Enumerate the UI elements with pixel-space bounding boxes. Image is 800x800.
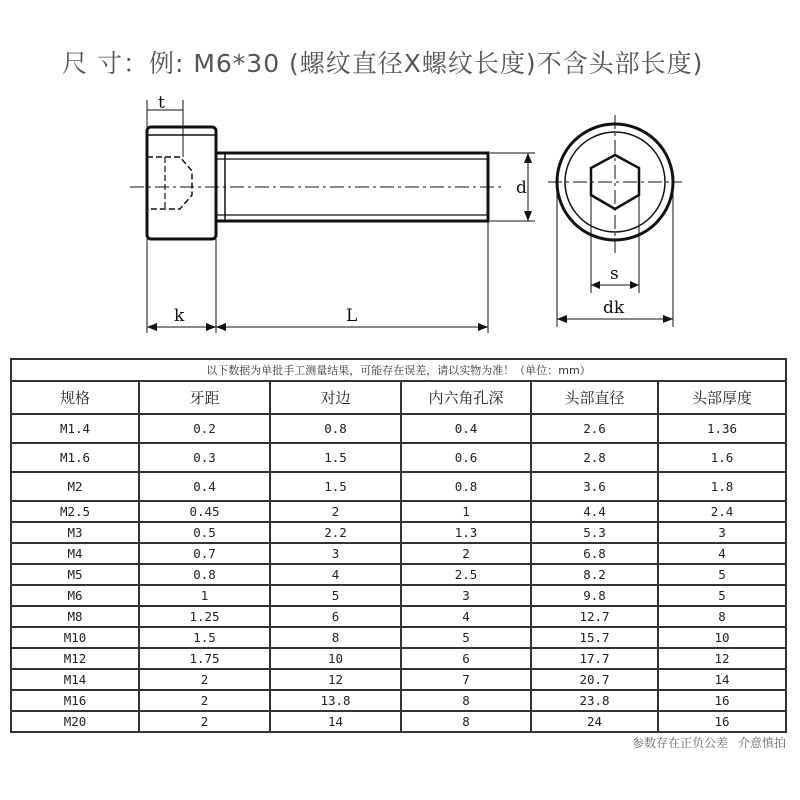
table-cell: 1.6: [658, 443, 786, 472]
table-row: [11, 414, 786, 443]
table-cell: 14: [270, 711, 401, 732]
table-cell: 16: [658, 690, 786, 711]
table-cell: M10: [11, 627, 139, 648]
table-cell: 4: [658, 543, 786, 564]
table-cell: 0.4: [401, 414, 531, 443]
table-cell: 4: [401, 606, 531, 627]
table-row: [11, 522, 786, 543]
table-cell: 8: [401, 711, 531, 732]
label-L: L: [346, 306, 358, 326]
label-t: t: [158, 95, 165, 113]
table-cell: 0.3: [139, 443, 270, 472]
table-cell: 23.8: [531, 690, 658, 711]
table-cell: M16: [11, 690, 139, 711]
table-cell: 10: [658, 627, 786, 648]
table-cell: 12.7: [531, 606, 658, 627]
header-cell: 规格: [11, 381, 139, 414]
table-cell: 14: [658, 669, 786, 690]
table-cell: M5: [11, 564, 139, 585]
table-cell: M8: [11, 606, 139, 627]
table-cell: 0.8: [401, 472, 531, 501]
table-header-row: [11, 381, 786, 414]
table-cell: 4.4: [531, 501, 658, 522]
table-row: [11, 501, 786, 522]
table-cell: 1.75: [139, 648, 270, 669]
table-cell: 20.7: [531, 669, 658, 690]
table-cell: 0.2: [139, 414, 270, 443]
table-cell: 3: [658, 522, 786, 543]
table-cell: 0.45: [139, 501, 270, 522]
table-cell: 0.7: [139, 543, 270, 564]
table-row: [11, 627, 786, 648]
table-row: [11, 648, 786, 669]
table-cell: 1.25: [139, 606, 270, 627]
screw-head: [147, 127, 216, 239]
page-title: 尺 寸：例: M6*30 (螺纹直径X螺纹长度)不含头部长度): [62, 49, 704, 78]
table-cell: M20: [11, 711, 139, 732]
table-cell: 5: [270, 585, 401, 606]
table-cell: M1.4: [11, 414, 139, 443]
table-row: [11, 606, 786, 627]
tolerance-note: 参数存在正负公差 介意慎拍: [632, 736, 786, 750]
table-note: 以下数据为单批手工测量结果，可能存在误差，请以实物为准！（单位：mm）: [11, 359, 786, 381]
label-k: k: [174, 306, 185, 326]
table-cell: M2: [11, 472, 139, 501]
table-cell: 0.8: [270, 414, 401, 443]
table-cell: 0.4: [139, 472, 270, 501]
table-row: [11, 564, 786, 585]
table-cell: 1: [139, 585, 270, 606]
table-cell: 2.4: [658, 501, 786, 522]
table-row: [11, 669, 786, 690]
label-d: d: [516, 178, 527, 198]
table-cell: 2.5: [401, 564, 531, 585]
table-cell: 9.8: [531, 585, 658, 606]
header-cell: 头部直径: [531, 381, 658, 414]
header-cell: 内六角孔深: [401, 381, 531, 414]
table-cell: 2: [139, 711, 270, 732]
table-row: [11, 443, 786, 472]
table-cell: 3: [270, 543, 401, 564]
table-cell: 15.7: [531, 627, 658, 648]
table-cell: M4: [11, 543, 139, 564]
table-cell: 8: [270, 627, 401, 648]
table-cell: 1.5: [270, 443, 401, 472]
table-row: [11, 472, 786, 501]
table-cell: 1.5: [270, 472, 401, 501]
table-cell: 10: [270, 648, 401, 669]
table-cell: 8: [401, 690, 531, 711]
table-cell: 0.8: [139, 564, 270, 585]
table-cell: 8.2: [531, 564, 658, 585]
table-note-row: [11, 359, 786, 381]
table-cell: 2: [139, 669, 270, 690]
table-cell: 3.6: [531, 472, 658, 501]
table-cell: 1.3: [401, 522, 531, 543]
table-cell: 2: [401, 543, 531, 564]
table-cell: M14: [11, 669, 139, 690]
table-cell: 2.2: [270, 522, 401, 543]
table-cell: M3: [11, 522, 139, 543]
table-cell: 6: [401, 648, 531, 669]
table-cell: M6: [11, 585, 139, 606]
header-cell: 牙距: [139, 381, 270, 414]
table-cell: 5: [658, 585, 786, 606]
table-cell: 13.8: [270, 690, 401, 711]
table-cell: 16: [658, 711, 786, 732]
table-cell: 2: [139, 690, 270, 711]
table-cell: 7: [401, 669, 531, 690]
table-cell: 4: [270, 564, 401, 585]
table-cell: M2.5: [11, 501, 139, 522]
spec-table: [10, 358, 787, 733]
table-cell: 1.8: [658, 472, 786, 501]
table-row: [11, 543, 786, 564]
label-s: s: [610, 264, 619, 284]
table-cell: 17.7: [531, 648, 658, 669]
table-cell: 2: [270, 501, 401, 522]
table-cell: 6: [270, 606, 401, 627]
table-cell: 1: [401, 501, 531, 522]
table-cell: 8: [658, 606, 786, 627]
table-cell: 5: [401, 627, 531, 648]
table-cell: 0.6: [401, 443, 531, 472]
table-row: [11, 690, 786, 711]
header-cell: 对边: [270, 381, 401, 414]
table-cell: 2.8: [531, 443, 658, 472]
table-cell: 1.36: [658, 414, 786, 443]
table-cell: 2.6: [531, 414, 658, 443]
table-cell: 1.5: [139, 627, 270, 648]
table-row: [11, 711, 786, 732]
table-cell: M1.6: [11, 443, 139, 472]
table-cell: 0.5: [139, 522, 270, 543]
table-cell: 12: [270, 669, 401, 690]
label-dk: dk: [603, 298, 625, 318]
table-cell: M12: [11, 648, 139, 669]
header-cell: 头部厚度: [658, 381, 786, 414]
table-cell: 12: [658, 648, 786, 669]
table-cell: 6.8: [531, 543, 658, 564]
table-cell: 5: [658, 564, 786, 585]
table-row: [11, 585, 786, 606]
screw-diagram: [0, 95, 800, 345]
table-cell: 3: [401, 585, 531, 606]
table-cell: 24: [531, 711, 658, 732]
table-cell: 5.3: [531, 522, 658, 543]
